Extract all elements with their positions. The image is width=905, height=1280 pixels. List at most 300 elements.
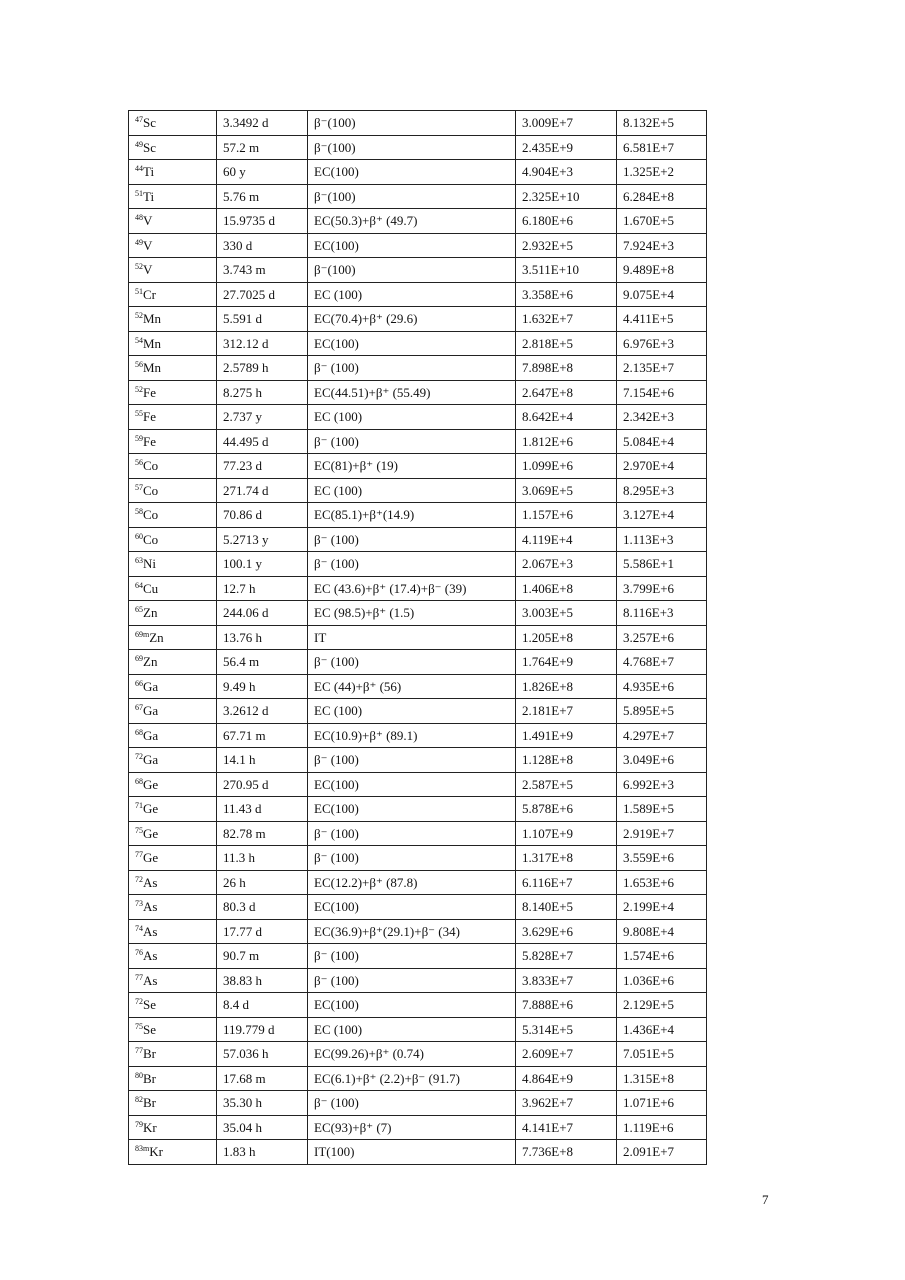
mass-number: 51 — [135, 286, 143, 296]
value-cell-1: 5.828E+7 — [516, 944, 617, 969]
decay-mode-cell: EC (44)+β⁺ (56) — [308, 674, 516, 699]
element-symbol: Zn — [149, 629, 164, 645]
value-cell-1: 5.878E+6 — [516, 797, 617, 822]
table-row — [129, 870, 707, 895]
mass-number: 56 — [135, 458, 143, 468]
mass-number: 76 — [135, 948, 143, 958]
element-symbol: Co — [143, 531, 159, 547]
value-cell-1: 3.358E+6 — [516, 282, 617, 307]
element-symbol: Ti — [143, 164, 155, 180]
table-row — [129, 968, 707, 993]
element-symbol: Fe — [143, 433, 156, 449]
table-body — [129, 111, 707, 1165]
value-cell-1: 1.764E+9 — [516, 650, 617, 675]
half-life-cell: 312.12 d — [217, 331, 308, 356]
element-symbol: Ga — [143, 703, 159, 719]
element-symbol: As — [143, 923, 158, 939]
half-life-cell: 119.779 d — [217, 1017, 308, 1042]
table-row — [129, 674, 707, 699]
decay-mode-cell: β⁻ (100) — [308, 821, 516, 846]
nuclide-cell — [129, 674, 217, 699]
mass-number: 65 — [135, 605, 143, 615]
decay-mode-cell: EC(10.9)+β⁺ (89.1) — [308, 723, 516, 748]
mass-number: 60 — [135, 531, 143, 541]
element-symbol: Ge — [143, 825, 159, 841]
decay-mode-cell: β⁻ (100) — [308, 429, 516, 454]
table-row — [129, 699, 707, 724]
half-life-cell: 56.4 m — [217, 650, 308, 675]
value-cell-1: 2.647E+8 — [516, 380, 617, 405]
nuclide-cell — [129, 1042, 217, 1067]
element-symbol: As — [143, 948, 158, 964]
mass-number: 77 — [135, 850, 143, 860]
element-symbol: Ge — [143, 801, 159, 817]
half-life-cell: 3.3492 d — [217, 111, 308, 136]
element-symbol: As — [143, 874, 158, 890]
table-row — [129, 650, 707, 675]
decay-mode-cell: β⁻ (100) — [308, 968, 516, 993]
decay-mode-cell: β⁻ (100) — [308, 944, 516, 969]
value-cell-2: 5.084E+4 — [617, 429, 707, 454]
nuclide-data-table — [128, 110, 707, 1165]
half-life-cell: 80.3 d — [217, 895, 308, 920]
nuclide-cell — [129, 405, 217, 430]
value-cell-2: 2.342E+3 — [617, 405, 707, 430]
half-life-cell: 3.743 m — [217, 258, 308, 283]
decay-mode-cell: EC(36.9)+β⁺(29.1)+β⁻ (34) — [308, 919, 516, 944]
value-cell-1: 1.317E+8 — [516, 846, 617, 871]
mass-number: 44 — [135, 164, 143, 174]
value-cell-2: 3.049E+6 — [617, 748, 707, 773]
nuclide-cell — [129, 111, 217, 136]
element-symbol: Ga — [143, 678, 159, 694]
value-cell-2: 1.113E+3 — [617, 527, 707, 552]
table-row — [129, 478, 707, 503]
nuclide-cell — [129, 429, 217, 454]
nuclide-cell — [129, 454, 217, 479]
mass-number: 47 — [135, 115, 143, 125]
half-life-cell: 26 h — [217, 870, 308, 895]
element-symbol: Kr — [149, 1144, 163, 1160]
element-symbol: Ga — [143, 752, 159, 768]
value-cell-2: 9.489E+8 — [617, 258, 707, 283]
value-cell-2: 1.589E+5 — [617, 797, 707, 822]
table-row — [129, 135, 707, 160]
table-row — [129, 380, 707, 405]
value-cell-2: 1.436E+4 — [617, 1017, 707, 1042]
half-life-cell: 57.036 h — [217, 1042, 308, 1067]
decay-mode-cell: EC (100) — [308, 405, 516, 430]
value-cell-2: 6.976E+3 — [617, 331, 707, 356]
element-symbol: Cu — [143, 580, 159, 596]
table-row — [129, 552, 707, 577]
value-cell-2: 2.135E+7 — [617, 356, 707, 381]
value-cell-1: 3.833E+7 — [516, 968, 617, 993]
value-cell-1: 4.119E+4 — [516, 527, 617, 552]
value-cell-1: 7.736E+8 — [516, 1140, 617, 1165]
decay-mode-cell: EC(6.1)+β⁺ (2.2)+β⁻ (91.7) — [308, 1066, 516, 1091]
value-cell-1: 2.932E+5 — [516, 233, 617, 258]
table-row — [129, 111, 707, 136]
value-cell-2: 7.154E+6 — [617, 380, 707, 405]
value-cell-1: 7.898E+8 — [516, 356, 617, 381]
mass-number: 68 — [135, 727, 143, 737]
value-cell-1: 8.140E+5 — [516, 895, 617, 920]
value-cell-1: 3.629E+6 — [516, 919, 617, 944]
value-cell-1: 2.609E+7 — [516, 1042, 617, 1067]
value-cell-1: 4.864E+9 — [516, 1066, 617, 1091]
table-row — [129, 331, 707, 356]
value-cell-1: 6.180E+6 — [516, 209, 617, 234]
half-life-cell: 8.4 d — [217, 993, 308, 1018]
value-cell-1: 3.069E+5 — [516, 478, 617, 503]
value-cell-2: 6.581E+7 — [617, 135, 707, 160]
table-row — [129, 1017, 707, 1042]
value-cell-2: 1.574E+6 — [617, 944, 707, 969]
element-symbol: As — [143, 972, 158, 988]
table-row — [129, 797, 707, 822]
table-row — [129, 1091, 707, 1116]
element-symbol: Fe — [143, 409, 156, 425]
half-life-cell: 35.30 h — [217, 1091, 308, 1116]
mass-number: 75 — [135, 1021, 143, 1031]
mass-number: 83m — [135, 1144, 150, 1154]
mass-number: 56 — [135, 360, 143, 370]
mass-number: 72 — [135, 874, 143, 884]
half-life-cell: 5.591 d — [217, 307, 308, 332]
half-life-cell: 100.1 y — [217, 552, 308, 577]
element-symbol: Co — [143, 507, 159, 523]
decay-mode-cell: β⁻(100) — [308, 135, 516, 160]
half-life-cell: 44.495 d — [217, 429, 308, 454]
value-cell-2: 2.970E+4 — [617, 454, 707, 479]
half-life-cell: 35.04 h — [217, 1115, 308, 1140]
half-life-cell: 90.7 m — [217, 944, 308, 969]
table-row — [129, 429, 707, 454]
table-row — [129, 772, 707, 797]
mass-number: 69m — [135, 629, 150, 639]
element-symbol: Br — [143, 1046, 156, 1062]
value-cell-2: 7.051E+5 — [617, 1042, 707, 1067]
value-cell-2: 8.132E+5 — [617, 111, 707, 136]
half-life-cell: 60 y — [217, 160, 308, 185]
element-symbol: Mn — [143, 335, 162, 351]
value-cell-1: 2.435E+9 — [516, 135, 617, 160]
nuclide-cell — [129, 601, 217, 626]
element-symbol: V — [143, 237, 153, 253]
table-row — [129, 307, 707, 332]
nuclide-cell — [129, 968, 217, 993]
nuclide-cell — [129, 1066, 217, 1091]
mass-number: 77 — [135, 972, 143, 982]
value-cell-1: 5.314E+5 — [516, 1017, 617, 1042]
value-cell-2: 1.670E+5 — [617, 209, 707, 234]
value-cell-1: 6.116E+7 — [516, 870, 617, 895]
table-row — [129, 748, 707, 773]
element-symbol: Mn — [143, 360, 162, 376]
value-cell-2: 3.127E+4 — [617, 503, 707, 528]
mass-number: 54 — [135, 335, 143, 345]
element-symbol: Se — [143, 1021, 156, 1037]
mass-number: 49 — [135, 139, 143, 149]
table-row — [129, 1042, 707, 1067]
decay-mode-cell: β⁻ (100) — [308, 748, 516, 773]
nuclide-cell — [129, 1017, 217, 1042]
decay-mode-cell: EC(85.1)+β⁺(14.9) — [308, 503, 516, 528]
decay-mode-cell: β⁻ (100) — [308, 846, 516, 871]
value-cell-1: 7.888E+6 — [516, 993, 617, 1018]
element-symbol: Kr — [143, 1119, 157, 1135]
half-life-cell: 12.7 h — [217, 576, 308, 601]
decay-mode-cell: EC(100) — [308, 797, 516, 822]
nuclide-cell — [129, 797, 217, 822]
element-symbol: Br — [143, 1095, 156, 1111]
half-life-cell: 82.78 m — [217, 821, 308, 846]
mass-number: 69 — [135, 654, 143, 664]
page-number: 7 — [762, 1192, 769, 1207]
value-cell-1: 2.325E+10 — [516, 184, 617, 209]
value-cell-1: 3.511E+10 — [516, 258, 617, 283]
value-cell-1: 1.157E+6 — [516, 503, 617, 528]
nuclide-cell — [129, 380, 217, 405]
mass-number: 63 — [135, 556, 143, 566]
nuclide-cell — [129, 576, 217, 601]
mass-number: 52 — [135, 262, 143, 272]
mass-number: 80 — [135, 1070, 143, 1080]
value-cell-2: 9.808E+4 — [617, 919, 707, 944]
half-life-cell: 2.737 y — [217, 405, 308, 430]
table-row — [129, 258, 707, 283]
value-cell-1: 2.818E+5 — [516, 331, 617, 356]
nuclide-cell — [129, 209, 217, 234]
mass-number: 58 — [135, 507, 143, 517]
mass-number: 64 — [135, 580, 143, 590]
table-row — [129, 846, 707, 871]
element-symbol: Ge — [143, 850, 159, 866]
decay-mode-cell: EC(100) — [308, 895, 516, 920]
decay-mode-cell: EC(50.3)+β⁺ (49.7) — [308, 209, 516, 234]
value-cell-2: 4.768E+7 — [617, 650, 707, 675]
value-cell-2: 8.295E+3 — [617, 478, 707, 503]
half-life-cell: 15.9735 d — [217, 209, 308, 234]
nuclide-cell — [129, 723, 217, 748]
element-symbol: Sc — [143, 139, 156, 155]
value-cell-2: 2.091E+7 — [617, 1140, 707, 1165]
value-cell-2: 5.586E+1 — [617, 552, 707, 577]
nuclide-cell — [129, 478, 217, 503]
decay-mode-cell: EC(70.4)+β⁺ (29.6) — [308, 307, 516, 332]
half-life-cell: 57.2 m — [217, 135, 308, 160]
table-row — [129, 1066, 707, 1091]
decay-mode-cell: EC(93)+β⁺ (7) — [308, 1115, 516, 1140]
decay-mode-cell: EC (100) — [308, 478, 516, 503]
value-cell-1: 1.406E+8 — [516, 576, 617, 601]
half-life-cell: 271.74 d — [217, 478, 308, 503]
nuclide-cell — [129, 282, 217, 307]
value-cell-2: 7.924E+3 — [617, 233, 707, 258]
element-symbol: V — [143, 262, 153, 278]
nuclide-cell — [129, 307, 217, 332]
nuclide-cell — [129, 625, 217, 650]
table-row — [129, 503, 707, 528]
half-life-cell: 17.68 m — [217, 1066, 308, 1091]
nuclide-cell — [129, 870, 217, 895]
value-cell-1: 1.632E+7 — [516, 307, 617, 332]
element-symbol: Zn — [143, 605, 158, 621]
nuclide-cell — [129, 846, 217, 871]
decay-mode-cell: EC(100) — [308, 233, 516, 258]
value-cell-2: 1.315E+8 — [617, 1066, 707, 1091]
mass-number: 48 — [135, 213, 143, 223]
table-row — [129, 1115, 707, 1140]
table-row — [129, 625, 707, 650]
value-cell-2: 4.935E+6 — [617, 674, 707, 699]
nuclide-cell — [129, 821, 217, 846]
half-life-cell: 11.3 h — [217, 846, 308, 871]
nuclide-cell — [129, 258, 217, 283]
nuclide-cell — [129, 356, 217, 381]
nuclide-cell — [129, 331, 217, 356]
mass-number: 67 — [135, 703, 143, 713]
value-cell-1: 1.826E+8 — [516, 674, 617, 699]
value-cell-2: 1.119E+6 — [617, 1115, 707, 1140]
nuclide-cell — [129, 1091, 217, 1116]
value-cell-1: 1.107E+9 — [516, 821, 617, 846]
element-symbol: Fe — [143, 384, 156, 400]
half-life-cell: 5.2713 y — [217, 527, 308, 552]
decay-mode-cell: EC (100) — [308, 699, 516, 724]
mass-number: 77 — [135, 1046, 143, 1056]
value-cell-2: 9.075E+4 — [617, 282, 707, 307]
value-cell-1: 1.099E+6 — [516, 454, 617, 479]
half-life-cell: 77.23 d — [217, 454, 308, 479]
value-cell-2: 2.199E+4 — [617, 895, 707, 920]
decay-mode-cell: β⁻(100) — [308, 258, 516, 283]
element-symbol: Zn — [143, 654, 158, 670]
value-cell-1: 1.205E+8 — [516, 625, 617, 650]
half-life-cell: 17.77 d — [217, 919, 308, 944]
mass-number: 74 — [135, 923, 143, 933]
decay-mode-cell: EC(12.2)+β⁺ (87.8) — [308, 870, 516, 895]
mass-number: 72 — [135, 752, 143, 762]
decay-mode-cell: EC (100) — [308, 282, 516, 307]
half-life-cell: 67.71 m — [217, 723, 308, 748]
decay-mode-cell: EC(100) — [308, 772, 516, 797]
value-cell-2: 2.919E+7 — [617, 821, 707, 846]
table-row — [129, 209, 707, 234]
table-row — [129, 527, 707, 552]
element-symbol: Ge — [143, 776, 159, 792]
value-cell-1: 8.642E+4 — [516, 405, 617, 430]
value-cell-2: 1.036E+6 — [617, 968, 707, 993]
decay-mode-cell: β⁻(100) — [308, 111, 516, 136]
mass-number: 75 — [135, 825, 143, 835]
nuclide-cell — [129, 135, 217, 160]
mass-number: 51 — [135, 188, 143, 198]
value-cell-2: 6.284E+8 — [617, 184, 707, 209]
element-symbol: Co — [143, 458, 159, 474]
nuclide-cell — [129, 503, 217, 528]
nuclide-cell — [129, 772, 217, 797]
element-symbol: Sc — [143, 115, 156, 131]
value-cell-2: 2.129E+5 — [617, 993, 707, 1018]
element-symbol: Co — [143, 482, 159, 498]
mass-number: 57 — [135, 482, 143, 492]
table-row — [129, 576, 707, 601]
decay-mode-cell: β⁻ (100) — [308, 1091, 516, 1116]
decay-mode-cell: EC (98.5)+β⁺ (1.5) — [308, 601, 516, 626]
element-symbol: Cr — [143, 286, 156, 302]
value-cell-2: 3.559E+6 — [617, 846, 707, 871]
nuclide-cell — [129, 993, 217, 1018]
table-row — [129, 405, 707, 430]
value-cell-2: 1.653E+6 — [617, 870, 707, 895]
value-cell-1: 1.812E+6 — [516, 429, 617, 454]
value-cell-1: 2.181E+7 — [516, 699, 617, 724]
mass-number: 59 — [135, 433, 143, 443]
half-life-cell: 2.5789 h — [217, 356, 308, 381]
table-row — [129, 919, 707, 944]
element-symbol: Br — [143, 1070, 156, 1086]
nuclide-cell — [129, 552, 217, 577]
decay-mode-cell: EC(100) — [308, 331, 516, 356]
decay-mode-cell: EC (100) — [308, 1017, 516, 1042]
mass-number: 68 — [135, 776, 143, 786]
mass-number: 82 — [135, 1095, 143, 1105]
decay-mode-cell: EC (43.6)+β⁺ (17.4)+β⁻ (39) — [308, 576, 516, 601]
mass-number: 71 — [135, 801, 143, 811]
table-row — [129, 454, 707, 479]
half-life-cell: 8.275 h — [217, 380, 308, 405]
table-row — [129, 282, 707, 307]
decay-mode-cell: β⁻(100) — [308, 184, 516, 209]
table-row — [129, 821, 707, 846]
value-cell-2: 6.992E+3 — [617, 772, 707, 797]
decay-mode-cell: EC(99.26)+β⁺ (0.74) — [308, 1042, 516, 1067]
half-life-cell: 244.06 d — [217, 601, 308, 626]
value-cell-1: 3.962E+7 — [516, 1091, 617, 1116]
element-symbol: V — [143, 213, 153, 229]
value-cell-2: 3.799E+6 — [617, 576, 707, 601]
decay-mode-cell: IT — [308, 625, 516, 650]
decay-mode-cell: EC(100) — [308, 160, 516, 185]
element-symbol: Ga — [143, 727, 159, 743]
nuclide-cell — [129, 919, 217, 944]
decay-mode-cell: β⁻ (100) — [308, 356, 516, 381]
value-cell-1: 4.904E+3 — [516, 160, 617, 185]
decay-mode-cell: β⁻ (100) — [308, 527, 516, 552]
element-symbol: Mn — [143, 311, 162, 327]
table-row — [129, 601, 707, 626]
half-life-cell: 11.43 d — [217, 797, 308, 822]
decay-mode-cell: IT(100) — [308, 1140, 516, 1165]
value-cell-1: 2.587E+5 — [516, 772, 617, 797]
decay-mode-cell: EC(44.51)+β⁺ (55.49) — [308, 380, 516, 405]
value-cell-2: 1.071E+6 — [617, 1091, 707, 1116]
nuclide-cell — [129, 650, 217, 675]
table-row — [129, 993, 707, 1018]
value-cell-1: 2.067E+3 — [516, 552, 617, 577]
value-cell-2: 8.116E+3 — [617, 601, 707, 626]
table-row — [129, 944, 707, 969]
nuclide-cell — [129, 699, 217, 724]
nuclide-cell — [129, 1140, 217, 1165]
table-row — [129, 1140, 707, 1165]
half-life-cell: 270.95 d — [217, 772, 308, 797]
nuclide-cell — [129, 748, 217, 773]
nuclide-cell — [129, 895, 217, 920]
mass-number: 66 — [135, 678, 143, 688]
